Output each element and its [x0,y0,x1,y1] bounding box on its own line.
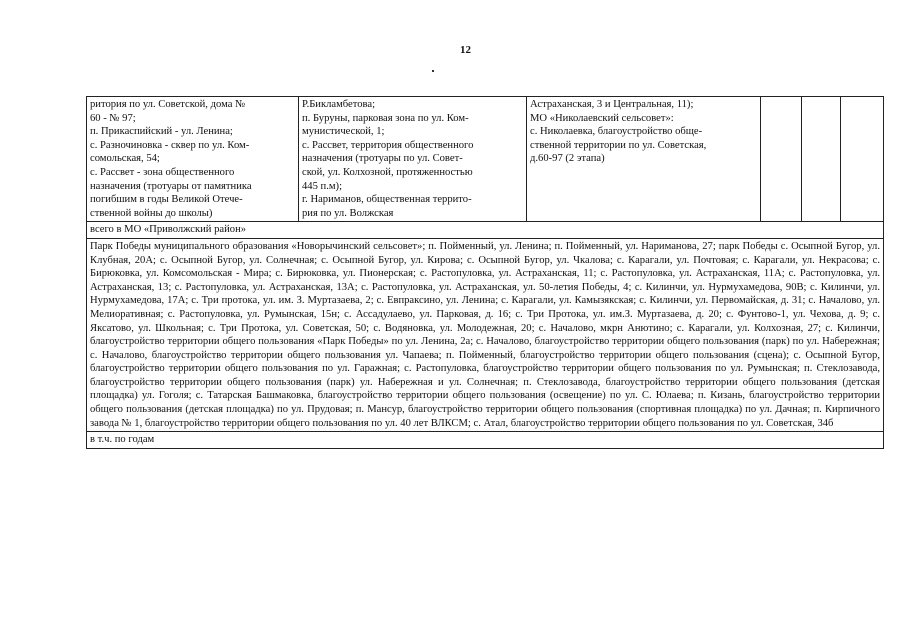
cell-row1-col3: Астраханская, 3 и Центральная, 11); МО «Николаевский сельсовет»: с. Николаевка, благоустройство обще- ственной территории по ул. Советская, д.60-97 (2 этапа) [527,97,761,222]
scan-speck [432,70,434,72]
cell-row1-col2: Р.Бикламбетова; п. Буруны, парковая зона по ул. Ком- мунистической, 1; с. Рассвет, территория общественного назначения (тротуары по ул. Совет- ской, ул. Колхозной, протяженностью 445 п.м); г. Нариманов, общественная террито- рия по ул. Волжская [299,97,527,222]
cell-row1-col1: ритория по ул. Советской, дома № 60 - № 97; п. Прикаспийский - ул. Ленина; с. Разночиновка - сквер по ул. Ком- сомольская, 54; с. Рассвет - зона общественного назначения (тротуары от памятника погибшим в годы Великой Отече- ственной войны до школы) [87,97,299,222]
table-row [87,432,884,449]
table-row [87,238,884,431]
cell-row1-col4 [761,97,802,222]
table-row [87,222,884,239]
locations-list: Парк Победы муниципального образования «Новорычинский сельсовет»; п. Пойменный, ул. Ленина; п. Пойменный, ул. Наримановa, 27; парк Победы с. Осыпной Бугор, ул. Клубная, 20А; с. Осыпной Бугор, ул. Солнечная; с. Осыпной Бугор, ул. Кирова; с. Осыпной Бугор, ул. Чкалова; с. Карагали, ул. Почтовая; с. Карагали, ул. Некрасова; с. Бирюковка, ул. Комсомольская - Мира; с. Бирюковка, ул. Пионерская; с. Растопуловка, ул. Астраханская, 11; с. Растопуловка, ул. Астраханская, 11А; с. Растопуловка, ул. Астраханская, 13; с. Растопуловка, ул. Астраханская, 13А; с. Растопуловка, ул. Астраханская, ул. 50-летия Победы, 4; с. Килинчи, ул. Нурмухамедова, 90В; с. Килинчи, ул. Нурмухамедова, 17А; с. Три протока, ул. им. З. Муртазаева, 2; с. Евпраксино, ул. Ленина; с. Карагали, ул. Камызякская; с. Килинчи, ул. Первомайская, д. 31; с. Началово, ул. Мелиоративная; с. Растопуловка, ул. Румынская, 15н; с. Ассадулаево, ул. Парковая, д. 16; с. Три Протока, ул. им.З. Муртазаева, д. 20; с. Фунтово-1, ул. Чехова, д. 9; с. Яксатово, ул. Школьная; с. Три Протока, ул. Советская, 50; с. Водяновка, ул. Молодежная, 20; с. Началово, мкрн Анютино; с. Карагали, ул. Колхозная, 27; с. Килинчи, благоустройство территории общего пользования «Парк Победы» по ул. Ленина, 2а; с. Началово, благоустройство территории общего пользования (парк) по ул. Набережная; с. Началово, благоустройство территории общего пользования ул. Чапаева; п. Пойменный, благоустройство территории общего пользования (сцена); с. Осыпной Бугор, благоустройство территории общего пользования по ул. Гаражная; с. Растопуловка, благоустройство территории общего пользования по ул. Румынская; п. Стеклозавода, благоустройство территории общего пользования (парк) ул. Набережная и ул. Солнечная; п. Стеклозавода, благоустройство территории общего пользования (детская площадка) ул. Гоголя; с. Татарская Башмаковка, благоустройство территории общего пользования (освещение) по ул. С. Юлаева; п. Кизань, благоустройство территории общего пользования (детская площадка) по ул. Прудовая; п. Мансур, благоустройство территории общего пользования (спортивная площадка) по ул. Дачная; п. Кирпичного завода № 1, благоустройство территории общего пользования по ул. 40 лет ВЛКСМ; с. Атал, благоустройство территории общего пользования по ул. Советская, 34б [87,238,884,431]
cell-row1-col6 [841,97,884,222]
document-table [86,96,884,449]
by-year-label: в т.ч. по годам [87,432,884,449]
total-row-label: всего в МО «Приволжский район» [87,222,884,239]
table-row [87,97,884,222]
cell-row1-col5 [802,97,841,222]
page-number: 12 [460,44,471,56]
